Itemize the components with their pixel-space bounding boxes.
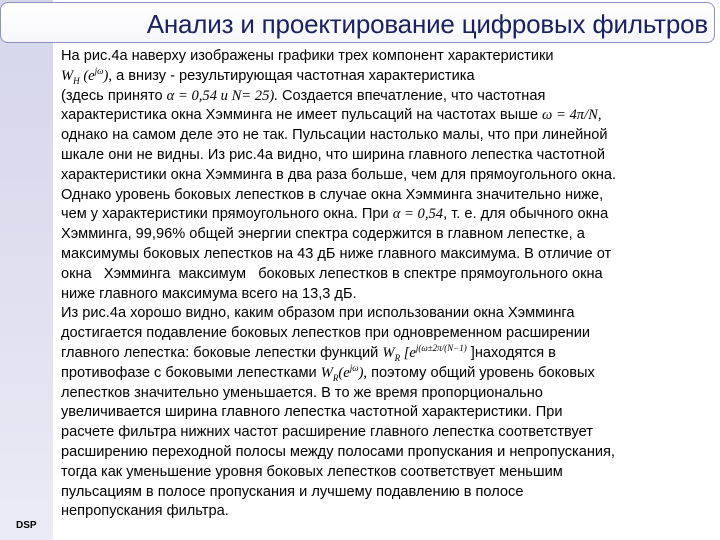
footer-label: DSP (16, 520, 37, 531)
body-line: чем у характеристики прямоугольного окна. При α = 0,54, т. е. для обычного окна (61, 206, 609, 223)
title-bar (0, 2, 715, 43)
body-line: Однако уровень боковых лепестков в случае окна Хэмминга значительно ниже, (61, 186, 604, 203)
body-line: главного лепестка: боковые лепестки функций $W_R$ [$e^{j(\omega\pm 2\pi/(N-1)}$ ]находятся в (61, 343, 556, 363)
slide-sidebar (0, 0, 53, 540)
body-line: достигается подавление боковых лепестков при одновременном расширении (61, 325, 591, 342)
body-line: пульсациям в полосе пропускания и лучшему подавлению в полосе (61, 483, 524, 500)
body-line: расчете фильтра нижних частот расширение главного лепестка соответствует (61, 424, 593, 441)
formula: $W_H$ $(e^{j\omega})$, (61, 65, 113, 86)
formula: $W_R(e^{j\omega})$, (320, 362, 368, 383)
body-line: расширению переходной полосы между полосами пропускания и непропускания, (61, 443, 615, 460)
body-paragraphs (61, 47, 713, 522)
body-line: $W_H$ $(e^{j\omega})$, а внизу - результирующая частотная характеристика (61, 65, 475, 86)
formula: ω = 4π/N, (542, 107, 602, 124)
formula: $W_R$ [$e^{j(\omega\pm 2\pi/(N-1)}$ (382, 343, 467, 363)
body-line: шкале они не видны. Из рис.4а видно, что ширина главного лепестка частотной (61, 146, 605, 163)
formula: α = 0,54 (392, 206, 444, 223)
body-line: увеличивается ширина главного лепестка частотной характеристики. При (61, 404, 563, 421)
body-line: На рис.4а наверху изображены графики трех компонент характеристики (61, 48, 554, 64)
body-line: (здесь принято α = 0,54 и N= 25). Создается впечатление, что частотная (61, 87, 546, 104)
body-line: Хэмминга, 99,96% общей энергии спектра содержится в главном лепестке, а (61, 226, 585, 243)
body-line: Из рис.4а хорошо видно, каким образом при использовании окна Хэмминга (61, 305, 575, 322)
body-line: однако на самом деле это не так. Пульсации настолько малы, что при линейной (61, 127, 608, 144)
body-line: максимумы боковых лепестков на 43 дБ ниже главного максимума. В отличие от (61, 245, 612, 262)
body-line: характеристика окна Хэмминга не имеет пульсаций на частотах выше ω = 4π/N, (61, 107, 602, 124)
body-line: характеристики окна Хэмминга в два раза больше, чем для прямоугольного окна. (61, 166, 617, 183)
slide-title: Анализ и проектирование цифровых фильтров (146, 9, 708, 39)
body-line: тогда как уменьшение уровня боковых лепестков соответствует меньшим (61, 463, 563, 480)
body-line: ниже главного максимума всего на 13,3 дБ. (61, 285, 357, 302)
body-line: непропускания фильтра. (61, 503, 229, 520)
formula: α = 0,54 и N= 25). (166, 87, 278, 104)
body-line: окна Хэмминга максимум боковых лепестков в спектре прямоугольного окна (61, 265, 603, 282)
body-line: лепестков значительно уменьшается. В то же время пропорционально (61, 384, 543, 401)
body-line: противофазе с боковыми лепестками $W_R(e^{j\omega})$, поэтому общий уровень боковых (61, 362, 595, 383)
